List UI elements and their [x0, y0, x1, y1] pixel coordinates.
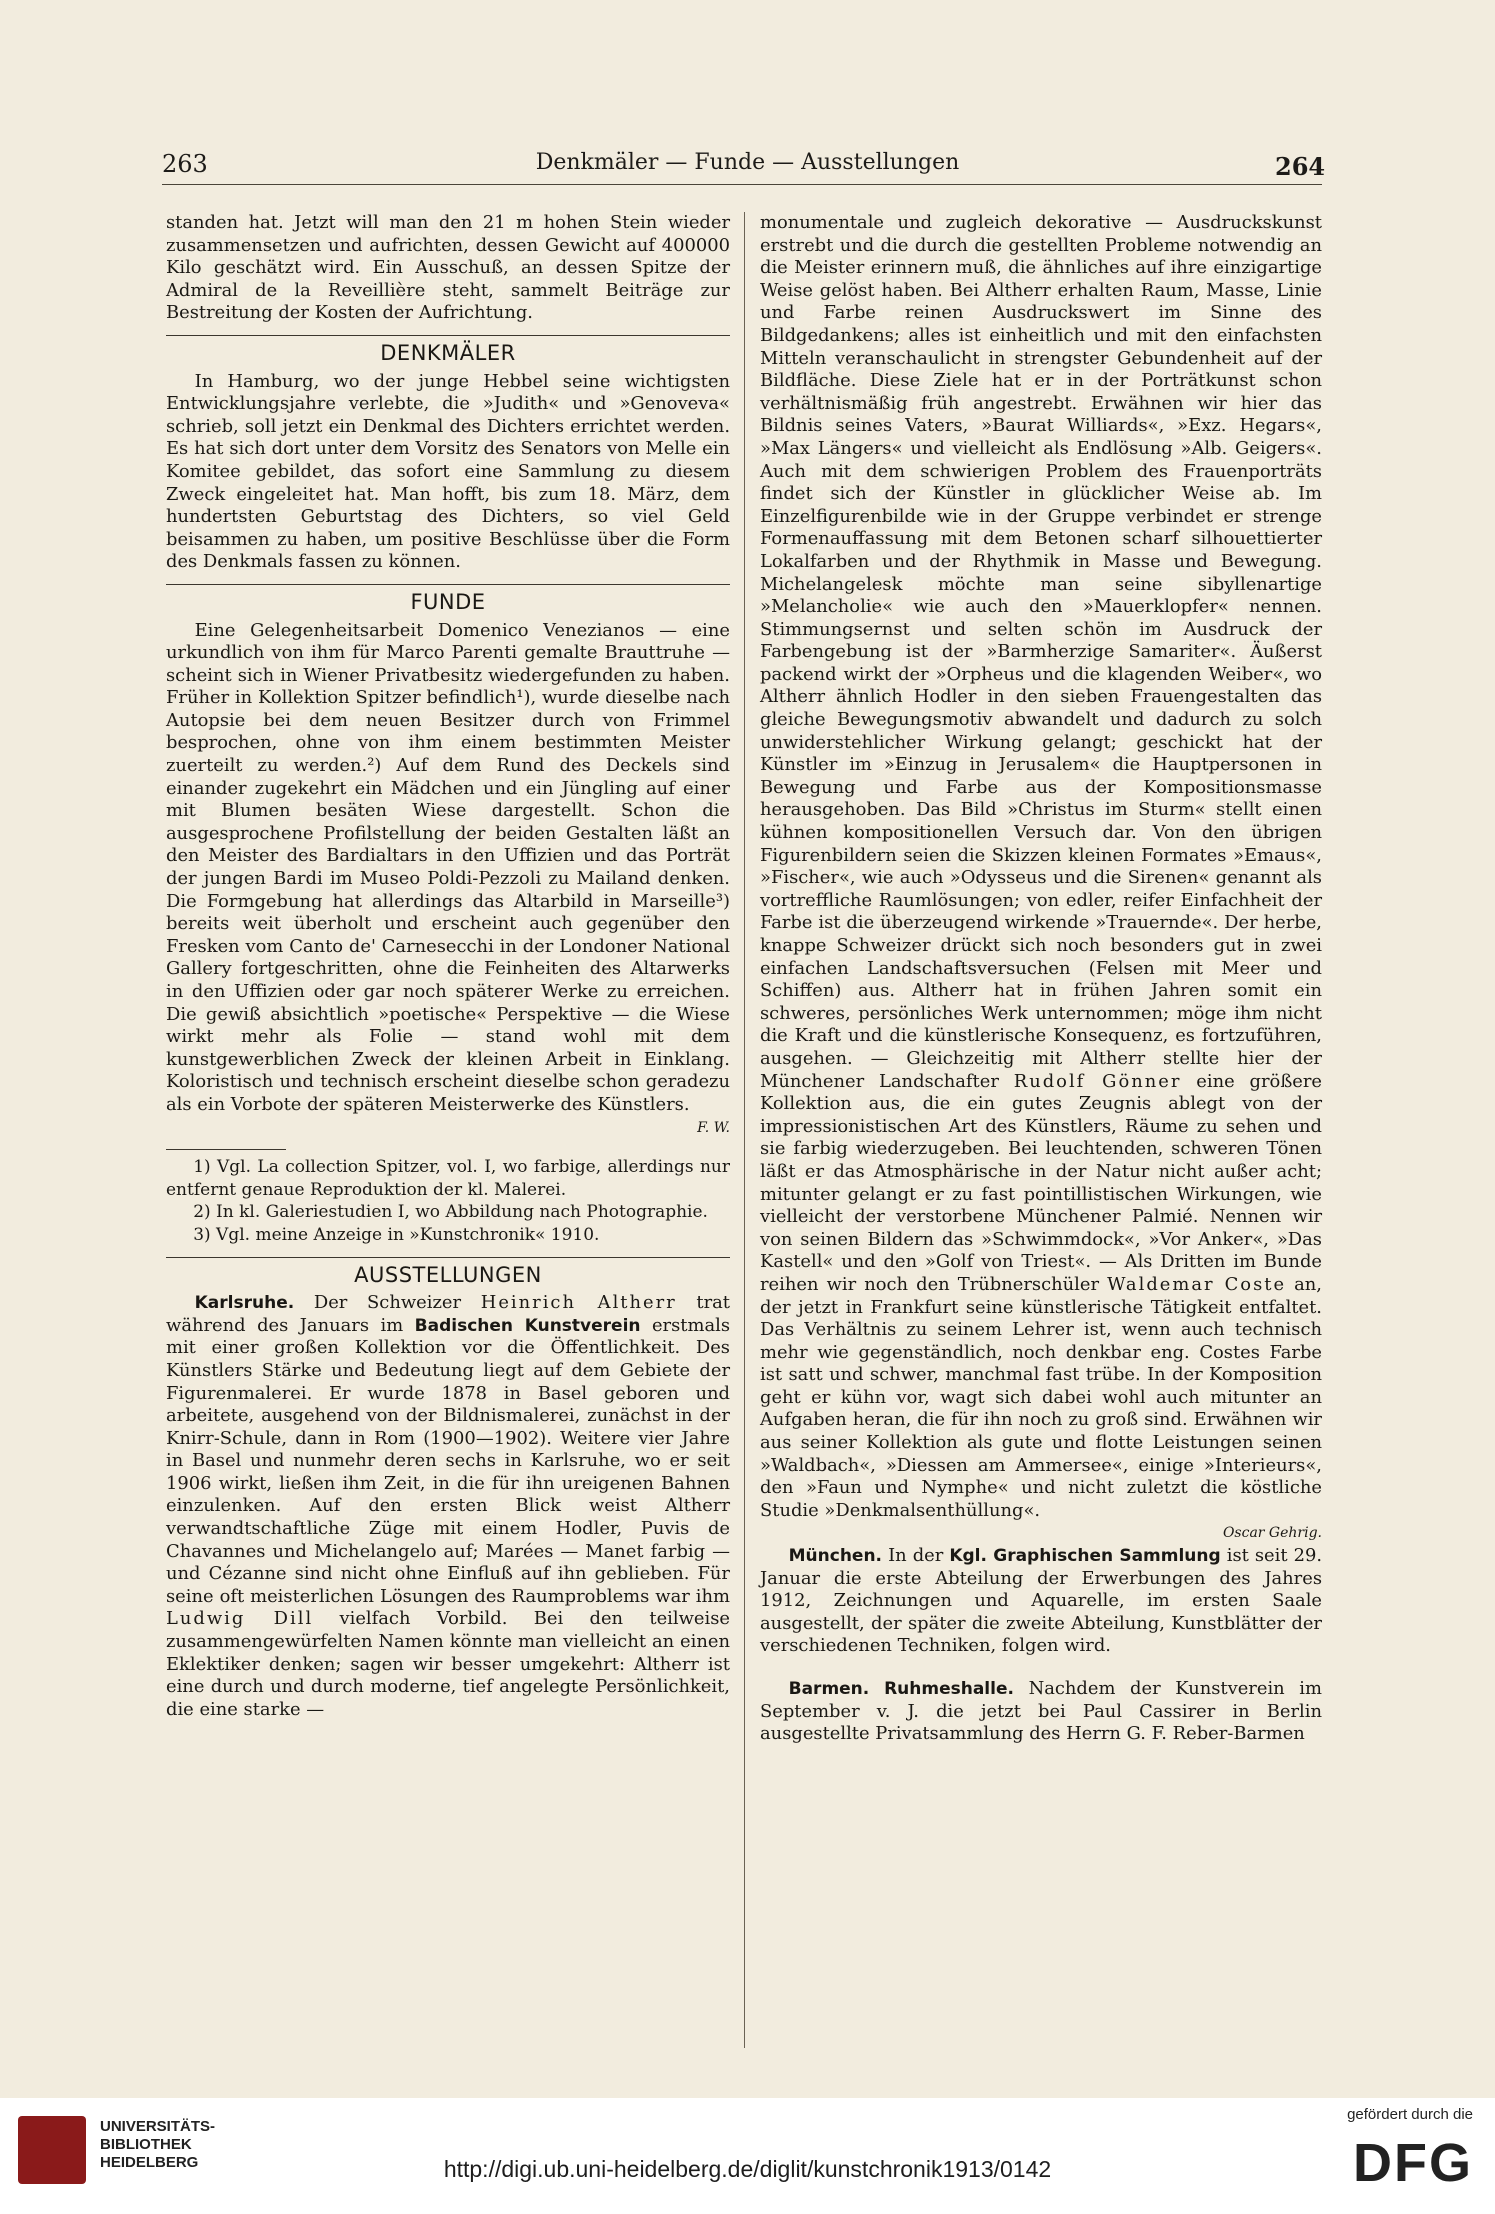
paragraph-altherr-continued: monumentale und zugleich dekorative — Ausdruckskunst erstrebt und die durch die gestellten Probleme notwendig an die Meister erinnern muß, die ähnliches auf ihre einzigartige Weise gelöst haben. Bei Altherr erhalten Raum, Masse, Linie und Farbe reinen Ausdruckswert im Sinne des Bildgedankens; alles ist einheitlich und mit den einfachsten Mitteln veranschaulicht in strengster Gebundenheit auf der Bildfläche. Diese Ziele hat er in der Porträtkunst schon verhältnismäßig früh angestrebt. Erwähnen wir hier das Bildnis seines Vaters, »Baurat Williards«, »Exz. Hegars«, »Max Längers« und vielleicht als Endlösung »Alb. Geigers«. Auch mit dem schwierigen Problem des Frauenporträts findet sich der Künstler in glücklicher Weise ab. Im Einzelfigurenbilde wie in der Gruppe verbindet er strenge Formenauffassung mit dem Betonen scharf silhouettierter Lokalfarben und der Rhythmik in Masse und Bewegung. Michelangelesk möchte man seine sibyllenartige »Melancholie« wie auch den »Mauerklopfer« nennen. Stimmungsernst und selten schön im Ausdruck der Farbengebung ist der »Barmherzige Samariter«. Äußerst packend wirkt der »Orpheus und die klagenden Weiber«, wo Altherr ähnlich Hodler in den sieben Frauengestalten das gleiche Bewegungsmotiv abwandelt und dadurch zu solch unwiderstehlicher Wirkung gelangt; geschickt hat der Künstler im »Einzug in Jerusalem« die Hauptpersonen in Bewegung und Farbe aus der Kompositionsmasse herausgehoben. Das Bild »Christus im Sturm« stellt einen kühnen kompositionellen Versuch dar. Von den übrigen Figurenbildern seien die Skizzen kleinen Formates »Emaus«, »Fischer«, wie auch »Odysseus und die Sirenen« genannt als vortreffliche Raumlösungen; von edler, reifer Einfachheit der Farbe ist die überzeugend wirkende »Trauernde«. Der herbe, knappe Schweizer drückt sich noch besonders gut in zwei einfachen Landschaftsversuchen (Felsen mit Meer und Schiffen) aus. Altherr hat in frühen Jahren somit ein schweres, persönliches Werk unternommen; möge ihm nicht die Kraft und die künstlerische Konsequenz, es fortzuführen, ausgehen. — Gleichzeitig mit Altherr stellte hier der Münchener Landschafter Rudolf Gönner eine größere Kollektion aus, die ein gutes Zeugnis ablegt von der impressionistischen Art des Künstlers, Räume zu sehen und sie farbig wiederzugeben. Bei leuchtenden, schweren Tönen läßt er das Atmosphärische in der Natur nicht außer acht; mitunter gelangt er zu fast pointillistischen Wirkungen, wie vielleicht der verstorbene Münchener Palmié. Nennen wir von seinen Bildern das »Schwimmdock«, »Vor Anker«, »Das Kastell« und den »Golf von Triest«. — Als Dritten im Bunde reihen wir noch den Trübnerschüler Waldemar Coste an, der jetzt in Frankfurt seine künstlerische Tätigkeit entfaltet. Das Verhältnis zu seinem Lehrer ist, wenn auch technisch mehr wie gegenständlich, noch denkbar eng. Costes Farbe ist satt und schwer, manchmal fast trübe. In der Komposition geht er kühn vor, wagt sich dabei wohl auch mitunter an Aufgaben heran, die für ihn noch zu groß sind. Erwähnen wir aus seiner Kollektion als gute und flotte Leistungen seinen »Waldbach«, »Diessen am Ammersee«, einige »Interieurs«, den »Faun und Nymphe« und nicht zuletzt die köstliche Studie »Denkmalsenthüllung«. [760, 212, 1322, 1521]
paragraph-hamburg: In Hamburg, wo der junge Hebbel seine wichtigsten Entwicklungsjahre verlebte, die »Judith« und »Genoveva« schrieb, soll jetzt ein Denkmal des Dichters errichtet werden. Es hat sich dort unter dem Vorsitz des Senators von Melle ein Komitee gebildet, das sofort eine Sammlung zu diesem Zweck eingeleitet hat. Man hofft, bis zum 18. März, dem hundertsten Geburtstag des Dichters, so viel Geld beisammen zu haben, um positive Beschlüsse über die Form des Denkmals fassen zu können. [166, 370, 730, 573]
page-number-left: 263 [162, 150, 208, 178]
section-rule [166, 335, 730, 336]
dfg-logo: DFG [1353, 2133, 1473, 2193]
header-rule [162, 184, 1322, 185]
section-heading-denkmaeler: DENKMÄLER [380, 340, 516, 365]
footnote-1: 1) Vgl. La collection Spitzer, vol. I, wo farbige, allerdings nur entfernt genaue Reproduktion der kl. Malerei. [166, 1157, 730, 1200]
footnote-3: 3) Vgl. meine Anzeige in »Kunstchronik« 1910. [193, 1224, 600, 1245]
signature-gehrig: Oscar Gehrig. [1222, 1525, 1322, 1542]
footnote-rule [166, 1149, 286, 1150]
signature-fw: F. W. [697, 1119, 730, 1136]
paragraph-continuation: standen hat. Jetzt will man den 21 m hohen Stein wieder zusammensetzen und aufrichten, dessen Gewicht auf 400000 Kilo geschätzt wird. Ein Ausschuß, an dessen Spitze der Admiral de la Reveillière steht, sammelt Beiträge zur Bestreitung der Kosten der Aufrichtung. [166, 212, 730, 324]
digitization-footer [0, 2098, 1495, 2214]
paragraph-veneziano: Eine Gelegenheitsarbeit Domenico Venezianos — eine urkundlich von ihm für Marco Parenti gemalte Brauttruhe — scheint sich in Wiener Privatbesitz wiedergefunden zu haben. Früher in Kollektion Spitzer befindlich¹), wurde dieselbe nach Autopsie bei dem neuen Besitzer durch von Frimmel besprochen, ohne von ihm einem bestimmten Meister zuerteilt zu werden.²) Auf dem Rund des Deckels sind einander zugekehrt ein Mädchen und ein Jüngling auf einer mit Blumen besäten Wiese dargestellt. Schon die ausgesprochene Profilstellung der beiden Gestalten läßt an den Meister des Bardialtars in den Uffizien und das Porträt der jungen Bardi im Museo Poldi-Pezzoli zu Mailand denken. Die Formgebung hat allerdings das Altarbild in Marseille³) bereits weit überholt und erscheint auch gegenüber den Fresken vom Canto de' Carnesecchi in der Londoner National Gallery fortgeschritten, ohne die Feinheiten des Altarwerks in den Uffizien oder gar noch späterer Werke zu erreichen. Die gewiß absichtlich »poetische« Perspektive — die Wiese wirkt mehr als Folie — stand wohl mit dem kunstgewerblichen Zweck der kleinen Arbeit in Einklang. Koloristisch und technisch erscheint dieselbe schon geradezu als ein Vorbote der späteren Meisterwerke des Künstlers. [166, 619, 730, 1115]
section-rule [166, 584, 730, 585]
left-column [166, 212, 730, 1721]
footnote-2: 2) In kl. Galeriestudien I, wo Abbildung nach Photographie. [193, 1202, 708, 1223]
library-name: UNIVERSITÄTS- BIBLIOTHEK HEIDELBERG [100, 2118, 216, 2171]
running-head: Denkmäler — Funde — Ausstellungen [535, 150, 960, 175]
footnotes [166, 1156, 730, 1246]
paragraph-muenchen: München. In der Kgl. Graphischen Sammlung ist seit 29. Januar die erste Abteilung der Erwerbungen des Jahres 1912, Zeichnungen und Aquarelle, im ersten Saale ausgestellt, der später die zweite Abteilung, Kunstblätter der verschiedenen Techniken, folgen wird. [760, 1545, 1323, 1657]
paragraph-karlsruhe: Karlsruhe. Der Schweizer Heinrich Altherr trat während des Januars im Badischen Kunstverein erstmals mit einer großen Kollektion vor die Öffentlichkeit. Des Künstlers Stärke und Bedeutung liegt auf dem Gebiete der Figurenmalerei. Er wurde 1878 in Basel geboren und arbeitete, ausgehend von der Bildnismalerei, zunächst in der Knirr-Schule, dann in Rom (1900—1902). Weitere vier Jahre in Basel und nunmehr deren sechs in Karlsruhe, wo er seit 1906 wirkt, ließen ihm Zeit, in die für ihn ureigenen Bahnen einzulenken. Auf den ersten Blick weist Altherr verwandtschaftliche Züge mit einem Hodler, Puvis de Chavannes und Michelangelo auf; Marées — Manet farbig — und Cézanne sind nicht ohne Einfluß auf ihn geblieben. Für seine oft meisterlichen Lösungen des Raumproblems war ihm Ludwig Dill vielfach Vorbild. Bei den teilweise zusammengewürfelten Namen könnte man vielleicht an einen Eklektiker denken; sagen wir besser umgekehrt: Altherr ist eine durch und durch moderne, tief angelegte Persönlichkeit, die eine starke — [166, 1292, 731, 1720]
section-rule [166, 1257, 730, 1258]
section-heading-ausstellungen: AUSSTELLUNGEN [354, 1262, 542, 1287]
permalink-url[interactable]: http://digi.ub.uni-heidelberg.de/diglit/kunstchronik1913/0142 [443, 2156, 1052, 2182]
right-column [760, 212, 1322, 1746]
page-number-right: 264 [1275, 152, 1326, 181]
section-heading-funde: FUNDE [410, 589, 486, 614]
column-divider [744, 212, 745, 2048]
funding-note: gefördert durch die [1347, 2106, 1473, 2123]
paragraph-barmen: Barmen. Ruhmeshalle. Nachdem der Kunstverein im September v. J. die jetzt bei Paul Cassirer in Berlin ausgestellte Privatsammlung des Herrn G. F. Reber-Barmen [760, 1678, 1322, 1745]
